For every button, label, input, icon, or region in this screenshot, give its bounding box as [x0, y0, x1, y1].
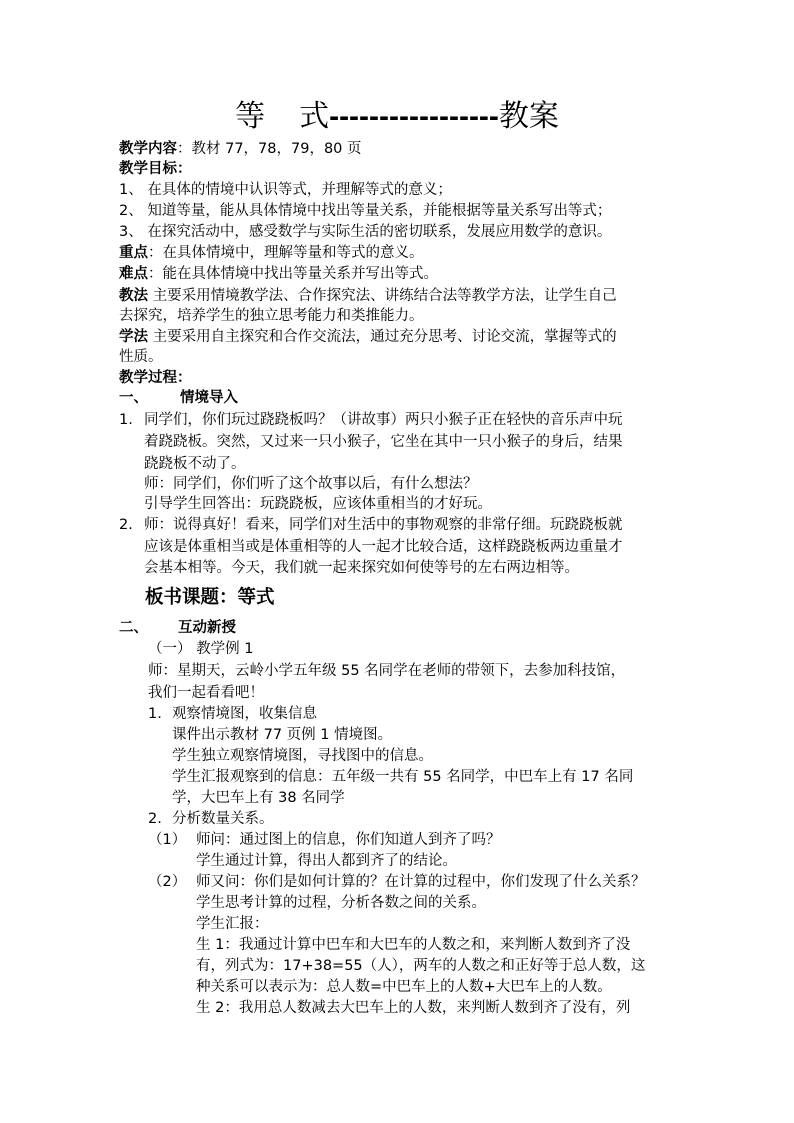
- paragraph-line: 师：星期天，云岭小学五年级 55 名同学在老师的带领下，去参加科技馆，: [148, 663, 626, 679]
- learning-method-cont: 性质。: [119, 349, 163, 365]
- teaching-process-heading: 教学过程：: [119, 370, 192, 386]
- teaching-method-cont: 去探究，培养学生的独立思考能力和类推能力。: [119, 308, 424, 324]
- paragraph-line: 学生汇报：: [196, 916, 269, 932]
- step-title: 分析数量关系。: [172, 811, 274, 827]
- paragraph-line: 着跷跷板。突然，又过来一只小猴子，它坐在其中一只小猴子的身后，结果: [144, 434, 623, 450]
- section-one-heading: 一、 情境导入: [119, 390, 238, 406]
- paragraph-line: 我们一起看看吧！: [148, 685, 264, 701]
- teaching-goals-heading: 教学目标：: [119, 161, 192, 177]
- paragraph-line: 课件出示教材 77 页例 1 情境图。: [172, 727, 393, 743]
- paragraph-line: 师又问：你们是如何计算的？在计算的过程中，你们发现了什么关系？: [196, 874, 646, 890]
- paragraph-line: 生 1：我通过计算中巴车和大巴车的人数之和，来判断人数到齐了没: [196, 937, 631, 953]
- list-number: （1）: [148, 832, 187, 848]
- goal-item: 2、 知道等量，能从具体情境中找出等量关系，并能根据等量关系写出等式；: [119, 203, 612, 219]
- teaching-content: 教学内容：教材 77，78，79，80 页: [119, 141, 362, 157]
- list-number: 2.: [119, 517, 133, 533]
- board-title: 板书课题：等式: [145, 587, 275, 608]
- page-title: 等 式-----------------教案: [235, 99, 559, 134]
- paragraph-line: 师：说得真好！看来，同学们对生活中的事物观察的非常仔细。玩跷跷板就: [144, 517, 623, 533]
- paragraph-line: 学生独立观察情境图，寻找图中的信息。: [172, 748, 433, 764]
- teaching-method: 教法 主要采用情境教学法、合作探究法、讲练结合法等教学方法，让学生自己: [119, 288, 617, 304]
- paragraph-line: 种关系可以表示为：总人数=中巴车上的人数+大巴车上的人数。: [196, 979, 612, 995]
- paragraph-line: 跷跷板不动了。: [144, 456, 246, 472]
- paragraph-line: 学生汇报观察到的信息：五年级一共有 55 名同学，中巴车上有 17 名同: [172, 769, 634, 785]
- list-number: 1.: [148, 706, 162, 722]
- paragraph-line: 引导学生回答出：玩跷跷板，应该体重相当的才好玩。: [144, 496, 492, 512]
- paragraph-line: 学生通过计算，得出人都到齐了的结论。: [196, 853, 457, 869]
- example-heading: （一） 教学例 1: [148, 641, 254, 657]
- paragraph-line: 生 2：我用总人数减去大巴车上的人数，来判断人数到齐了没有，列: [196, 1000, 631, 1016]
- paragraph-line: 会基本相等。今天，我们就一起来探究如何使等号的左右两边相等。: [144, 560, 579, 576]
- title-dashes: -----------------: [329, 100, 499, 133]
- key-point: 重点：在具体情境中，理解等量和等式的意义。: [119, 245, 424, 261]
- paragraph-line: 同学们，你们玩过跷跷板吗？（讲故事）两只小猴子正在轻快的音乐声中玩: [144, 412, 623, 428]
- paragraph-line: 师：同学们，你们听了这个故事以后，有什么想法？: [144, 476, 478, 492]
- step-title: 观察情境图，收集信息: [172, 706, 317, 722]
- paragraph-line: 学生思考计算的过程，分析各数之间的关系。: [196, 895, 486, 911]
- paragraph-line: 应该是体重相当或是体重相等的人一起才比较合适，这样跷跷板两边重量才: [144, 539, 623, 555]
- list-number: 1.: [119, 412, 133, 428]
- paragraph-line: 师问：通过图上的信息，你们知道人到齐了吗？: [196, 832, 501, 848]
- list-number: 2.: [148, 811, 162, 827]
- goal-item: 3、 在探究活动中，感受数学与实际生活的密切联系，发展应用数学的意识。: [119, 224, 612, 240]
- paragraph-line: 有，列式为：17+38=55（人），两车的人数之和正好等于总人数，这: [196, 958, 646, 974]
- paragraph-line: 学，大巴车上有 38 名同学: [172, 790, 345, 806]
- learning-method: 学法 主要采用自主探究和合作交流法，通过充分思考、讨论交流，掌握等式的: [119, 329, 617, 345]
- list-number: （2）: [148, 874, 187, 890]
- goal-item: 1、 在具体的情境中认识等式，并理解等式的意义；: [119, 182, 452, 198]
- section-two-heading: 二、 互动新授: [119, 620, 236, 636]
- difficulty-point: 难点：能在具体情境中找出等量关系并写出等式。: [119, 266, 438, 282]
